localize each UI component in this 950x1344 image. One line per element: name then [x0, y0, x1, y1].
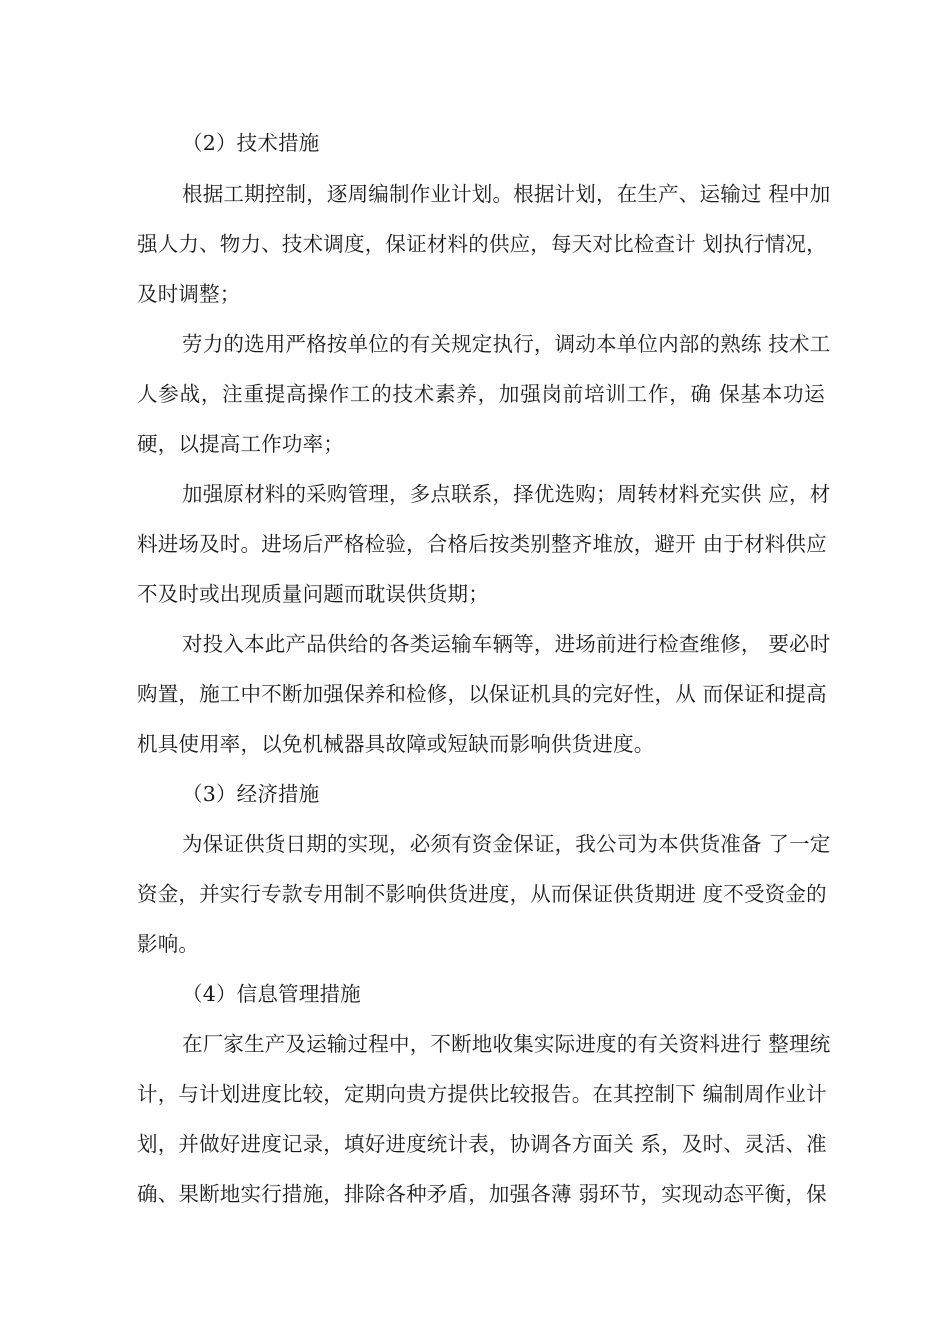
paragraph-line: 硬，以提高工作功率；: [137, 432, 344, 456]
paragraph-line: 人参战，注重提高操作工的技术素养，加强岗前培训工作，确 保基本功运: [137, 382, 825, 406]
paragraph-line: 料进场及时。进场后严格检验，合格后按类别整齐堆放，避开 由于材料供应: [137, 532, 827, 556]
paragraph-line: 为保证供货日期的实现，必须有资金保证，我公司为本供货准备 了一定: [182, 832, 831, 856]
section-heading-technical: （2）技术措施: [182, 131, 320, 155]
paragraph-line: 在厂家生产及运输过程中，不断地收集实际进度的有关资料进行 整理统: [182, 1032, 831, 1056]
paragraph-line: 劳力的选用严格按单位的有关规定执行，调动本单位内部的熟练 技术工: [182, 332, 831, 356]
paragraph-line: 加强原材料的采购管理，多点联系，择优选购；周转材料充实供 应，材: [182, 482, 831, 506]
paragraph-line: 根据工期控制，逐周编制作业计划。根据计划，在生产、运输过 程中加: [182, 182, 831, 206]
paragraph-line: 影响。: [137, 932, 200, 956]
paragraph-line: 及时调整；: [137, 282, 241, 306]
paragraph-line: 对投入本此产品供给的各类运输车辆等，进场前进行检查维修， 要必时: [182, 632, 831, 656]
paragraph-line: 购置，施工中不断加强保养和检修，以保证机具的完好性，从 而保证和提高: [137, 682, 827, 706]
section-heading-economic: （3）经济措施: [182, 782, 320, 806]
paragraph-line: 资金，并实行专款专用制不影响供货进度，从而保证供货期进 度不受资金的: [137, 882, 827, 906]
paragraph-line: 确、果断地实行措施，排除各种矛盾，加强各薄 弱环节，实现动态平衡，保: [137, 1182, 827, 1206]
paragraph-line: 机具使用率，以免机械器具故障或短缺而影响供货进度。: [137, 732, 655, 756]
paragraph-line: 不及时或出现质量问题而耽误供货期；: [137, 582, 489, 606]
section-heading-information: （4）信息管理措施: [182, 982, 361, 1006]
paragraph-line: 划，并做好进度记录，填好进度统计表，协调各方面关 系，及时、灵活、准: [137, 1132, 827, 1156]
paragraph-line: 计，与计划进度比较，定期向贵方提供比较报告。在其控制下 编制周作业计: [137, 1082, 827, 1106]
paragraph-line: 强人力、物力、技术调度，保证材料的供应，每天对比检查计 划执行情况，: [137, 232, 827, 256]
